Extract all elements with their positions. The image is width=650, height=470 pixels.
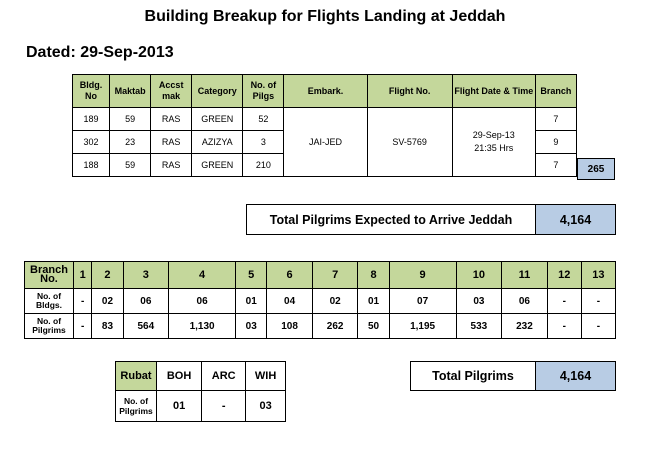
branch-col-10: 10 [456, 262, 502, 289]
cell-value: 108 [267, 314, 313, 339]
cell-value: 03 [236, 314, 267, 339]
branch-col-6: 6 [267, 262, 313, 289]
flight-date-text: 29-Sep-13 [472, 130, 515, 140]
total-pilgrims-value: 4,164 [536, 362, 615, 390]
total-expected-value: 4,164 [536, 205, 615, 234]
rubat-row-label: No. of Pilgrims [116, 391, 157, 422]
cell-embark: JAI-JED [284, 108, 367, 177]
branch-table [24, 261, 616, 339]
rubat-table [115, 361, 286, 422]
table-row [25, 314, 616, 339]
cell-accstmak: RAS [151, 154, 192, 177]
branch-header-row [25, 262, 616, 289]
cell-value: 04 [267, 289, 313, 314]
rubat-label: Rubat [116, 362, 157, 391]
cell-value: 06 [502, 289, 548, 314]
branch-total-cell: 265 [577, 158, 615, 180]
col-header-pilgs: No. of Pilgs [243, 75, 284, 108]
branch-no-label: Branch No. [25, 262, 74, 289]
flight-time-text: 21:35 Hrs [474, 143, 514, 153]
cell-value: - [74, 314, 92, 339]
branch-col-11: 11 [502, 262, 548, 289]
cell-value: - [581, 289, 615, 314]
cell-branch: 7 [535, 108, 576, 131]
cell-maktab: 59 [110, 154, 151, 177]
cell-bldg: 189 [73, 108, 110, 131]
cell-value: 262 [312, 314, 358, 339]
col-header-maktab: Maktab [110, 75, 151, 108]
cell-value: 02 [92, 289, 123, 314]
cell-bldg: 302 [73, 131, 110, 154]
branch-col-12: 12 [547, 262, 581, 289]
cell-value: 03 [246, 391, 286, 422]
total-expected-label: Total Pilgrims Expected to Arrive Jeddah [247, 205, 536, 234]
cell-flight-no: SV-5769 [367, 108, 452, 177]
cell-bldg: 188 [73, 154, 110, 177]
cell-value: 1,195 [389, 314, 456, 339]
branch-col-2: 2 [92, 262, 123, 289]
cell-value: 07 [389, 289, 456, 314]
total-pilgrims-label: Total Pilgrims [411, 362, 536, 390]
cell-category: AZIZYA [192, 131, 243, 154]
branch-col-8: 8 [358, 262, 389, 289]
cell-value: 02 [312, 289, 358, 314]
table-row [73, 108, 577, 131]
cell-value: 06 [169, 289, 236, 314]
cell-pilgs: 210 [243, 154, 284, 177]
col-header-accstmak: Accst mak [151, 75, 192, 108]
cell-value: 533 [456, 314, 502, 339]
branch-col-5: 5 [236, 262, 267, 289]
cell-value: 1,130 [169, 314, 236, 339]
cell-accstmak: RAS [151, 108, 192, 131]
table-row [116, 391, 286, 422]
col-header-bldg: Bldg. No [73, 75, 110, 108]
col-header-embark: Embark. [284, 75, 367, 108]
cell-category: GREEN [192, 154, 243, 177]
table-row [25, 289, 616, 314]
branch-col-7: 7 [312, 262, 358, 289]
cell-value: 01 [358, 289, 389, 314]
rubat-col-wih: WIH [246, 362, 286, 391]
page-title: Building Breakup for Flights Landing at Jeddah [144, 8, 506, 25]
cell-value: 564 [123, 314, 169, 339]
cell-maktab: 59 [110, 108, 151, 131]
cell-value: 232 [502, 314, 548, 339]
cell-value: 03 [456, 289, 502, 314]
cell-value: - [547, 289, 581, 314]
cell-category: GREEN [192, 108, 243, 131]
rubat-col-boh: BOH [157, 362, 202, 391]
cell-branch: 7 [535, 154, 576, 177]
cell-pilgs: 52 [243, 108, 284, 131]
col-header-branch: Branch [535, 75, 576, 108]
rubat-header-row [116, 362, 286, 391]
cell-value: 50 [358, 314, 389, 339]
col-header-flight-date: Flight Date & Time [452, 75, 535, 108]
col-header-flight-no: Flight No. [367, 75, 452, 108]
cell-value: 01 [236, 289, 267, 314]
branch-col-3: 3 [123, 262, 169, 289]
cell-value: - [581, 314, 615, 339]
branch-col-9: 9 [389, 262, 456, 289]
col-header-category: Category [192, 75, 243, 108]
branch-col-1: 1 [74, 262, 92, 289]
cell-flight-date [452, 108, 535, 177]
cell-maktab: 23 [110, 131, 151, 154]
flight-table [72, 74, 577, 177]
branch-col-13: 13 [581, 262, 615, 289]
row-label-bldgs: No. of Bldgs. [25, 289, 74, 314]
row-label-pilgrims: No. of Pilgrims [25, 314, 74, 339]
cell-branch: 9 [535, 131, 576, 154]
dated-label: Dated: 29-Sep-2013 [26, 44, 174, 61]
cell-accstmak: RAS [151, 131, 192, 154]
cell-value: - [74, 289, 92, 314]
cell-value: - [547, 314, 581, 339]
total-pilgrims-box [410, 361, 616, 391]
total-expected-box [246, 204, 616, 235]
cell-pilgs: 3 [243, 131, 284, 154]
rubat-col-arc: ARC [202, 362, 246, 391]
cell-value: 06 [123, 289, 169, 314]
branch-col-4: 4 [169, 262, 236, 289]
cell-value: - [202, 391, 246, 422]
cell-value: 01 [157, 391, 202, 422]
flight-table-header [73, 75, 577, 108]
cell-value: 83 [92, 314, 123, 339]
